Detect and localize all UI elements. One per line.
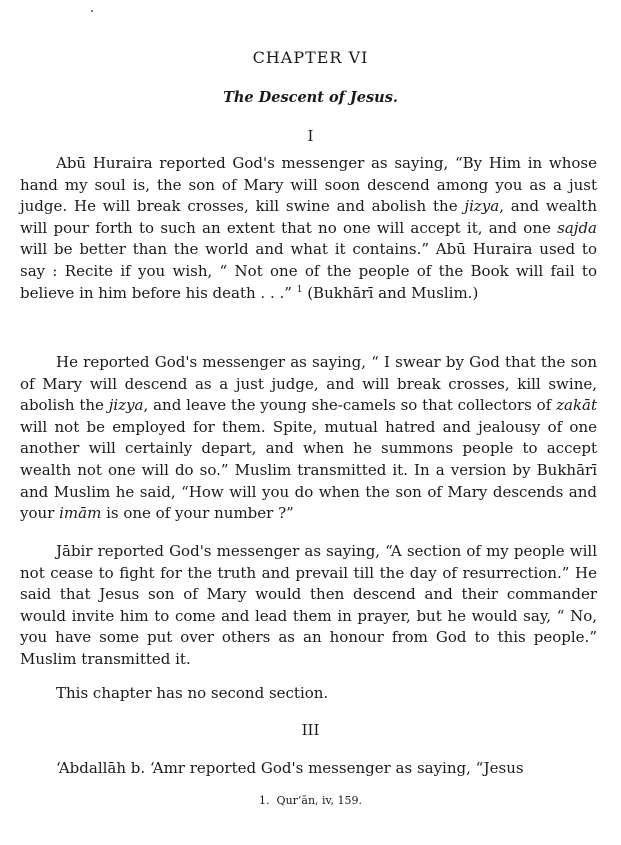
footnote-text: Qur’ān, iv, 159. bbox=[276, 794, 362, 807]
paragraph-abu-huraira-2: He reported God's messenger as saying, “ I swear by God that the son of Mary will descend as a just judge, and will break crosses, kill swine, abolish the jizya, and leave the young she-camels so that collectors of zakāt will not be employed for them. Spite, mutual hatred and jealousy of one another will certainly depart, and when he summons people to accept wealth not one will do so.” Muslim transmitted it. In a version by Bukhārī and Muslim he said, “How will you do when the son of Mary descends and your imām is one of your number ?” bbox=[20, 353, 597, 523]
page-speck bbox=[91, 10, 93, 12]
footnote bbox=[0, 794, 621, 807]
paragraph-jabir: Jābir reported God's messenger as saying, “A section of my people will not cease to fight for the truth and prevail till the day of resurrection.” He said that Jesus son of Mary would then descend and their commander would invite him to come and lead them in prayer, but he would say, “ No, you have some put over others as an honour from God to this people.” Muslim transmitted it. bbox=[20, 542, 597, 668]
term-jizya: jizya bbox=[464, 197, 500, 216]
chapter-title: CHAPTER VI bbox=[252, 48, 369, 67]
term-imam: imām bbox=[59, 504, 102, 523]
section-marker-one: I bbox=[307, 127, 314, 145]
section-marker-three: III bbox=[301, 721, 320, 739]
footnote-number: 1. bbox=[259, 794, 270, 807]
term-sajda: sajda bbox=[557, 218, 597, 237]
paragraph-no-second-section: This chapter has no second section. bbox=[56, 684, 329, 702]
chapter-subtitle: The Descent of Jesus. bbox=[223, 89, 398, 106]
term-zakat: zakāt bbox=[556, 396, 597, 415]
paragraph-abu-huraira-1: Abū Huraira reported God's messenger as saying, “By Him in whose hand my soul is, the son of Mary will soon descend among you as a just judge. He will break crosses, kill swine and abolish the jizya, and wealth will pour forth to such an extent that no one will accept it, and one sajda will be better than the world and what it contains.” Abū Huraira used to say : Recite if you wish, “ Not one of the people of the Book will fail to believe in him before his death . . .” $^1$ (Bukhārī and Muslim.) bbox=[20, 154, 597, 302]
paragraph-abdallah: ‘Abdallāh b. ‘Amr reported God's messenger as saying, “Jesus bbox=[56, 759, 524, 777]
footnote-ref[interactable]: 1 bbox=[296, 284, 303, 295]
term-jizya: jizya bbox=[108, 396, 144, 415]
